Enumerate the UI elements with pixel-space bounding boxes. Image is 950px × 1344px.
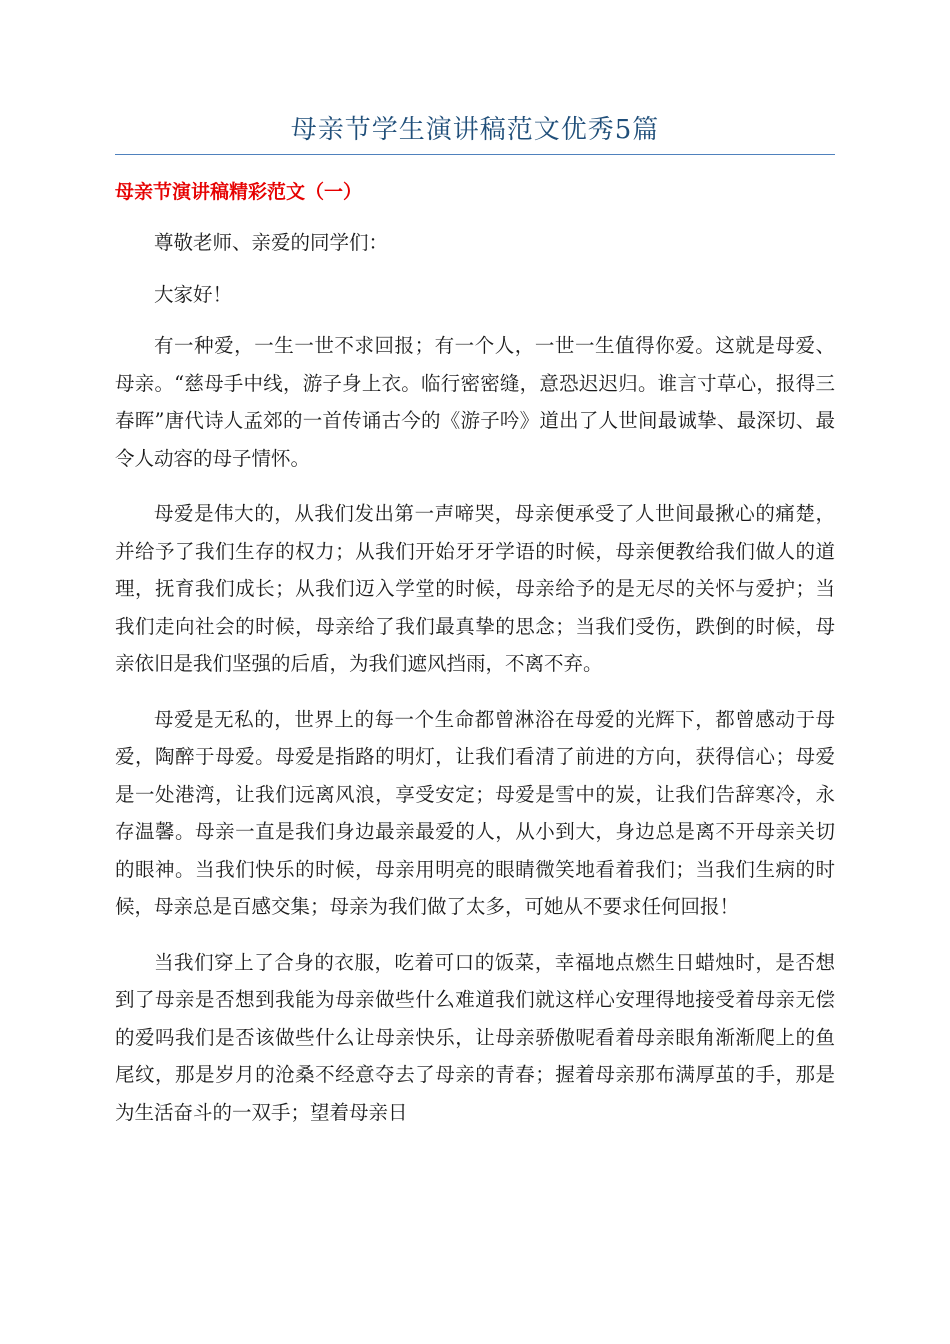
document-title: 母亲节学生演讲稿范文优秀5篇 xyxy=(290,115,660,145)
body-paragraph: 有一种爱，一生一世不求回报；有一个人，一世一生值得你爱。这就是母爱、母亲。“慈母手中线，游子身上衣。临行密密缝，意恐迟迟归。谁言寸草心，报得三春晖”唐代诗人孟郊的一首传诵古今的《游子吟》道出了人世间最诚挚、最深切、最令人动容的母子情怀。 xyxy=(115,334,835,470)
title-divider xyxy=(115,154,835,155)
body-paragraph: 母爱是伟大的，从我们发出第一声啼哭，母亲便承受了人世间最揪心的痛楚，并给予了我们生存的权力；从我们开始牙牙学语的时候，母亲便教给我们做人的道理，抚育我们成长；从我们迈入学堂的时候，母亲给予的是无尽的关怀与爱护；当我们走向社会的时候，母亲给了我们最真挚的思念；当我们受伤，跌倒的时候，母亲依旧是我们坚强的后盾，为我们遮风挡雨，不离不弃。 xyxy=(115,502,835,675)
body-paragraph: 母爱是无私的，世界上的每一个生命都曾淋浴在母爱的光辉下，都曾感动于母爱，陶醉于母爱。母爱是指路的明灯，让我们看清了前进的方向，获得信心；母爱是一处港湾，让我们远离风浪，享受安定；母爱是雪中的炭，让我们告辞寒冷，永存温馨。母亲一直是我们身边最亲最爱的人，从小到大，身边总是离不开母亲关切的眼神。当我们快乐的时候，母亲用明亮的眼睛微笑地看着我们；当我们生病的时候，母亲总是百感交集；母亲为我们做了太多，可她从不要求任何回报！ xyxy=(115,707,835,918)
salutation-paragraph: 尊敬老师、亲爱的同学们： xyxy=(154,231,389,254)
body-paragraph: 当我们穿上了合身的衣服，吃着可口的饭菜，幸福地点燃生日蜡烛时，是否想到了母亲是否想到我能为母亲做些什么难道我们就这样心安理得地接受着母亲无偿的爱吗我们是否该做些什么让母亲快乐，让母亲骄傲呢看着母亲眼角渐渐爬上的鱼尾纹，那是岁月的沧桑不经意夺去了母亲的青春；握着母亲那布满厚茧的手，那是为生活奋斗的一双手；望着母亲日 xyxy=(115,950,835,1124)
document-body xyxy=(115,224,835,1149)
greeting-paragraph: 大家好！ xyxy=(154,282,233,306)
section-heading: 母亲节演讲稿精彩范文（一） xyxy=(115,181,363,203)
